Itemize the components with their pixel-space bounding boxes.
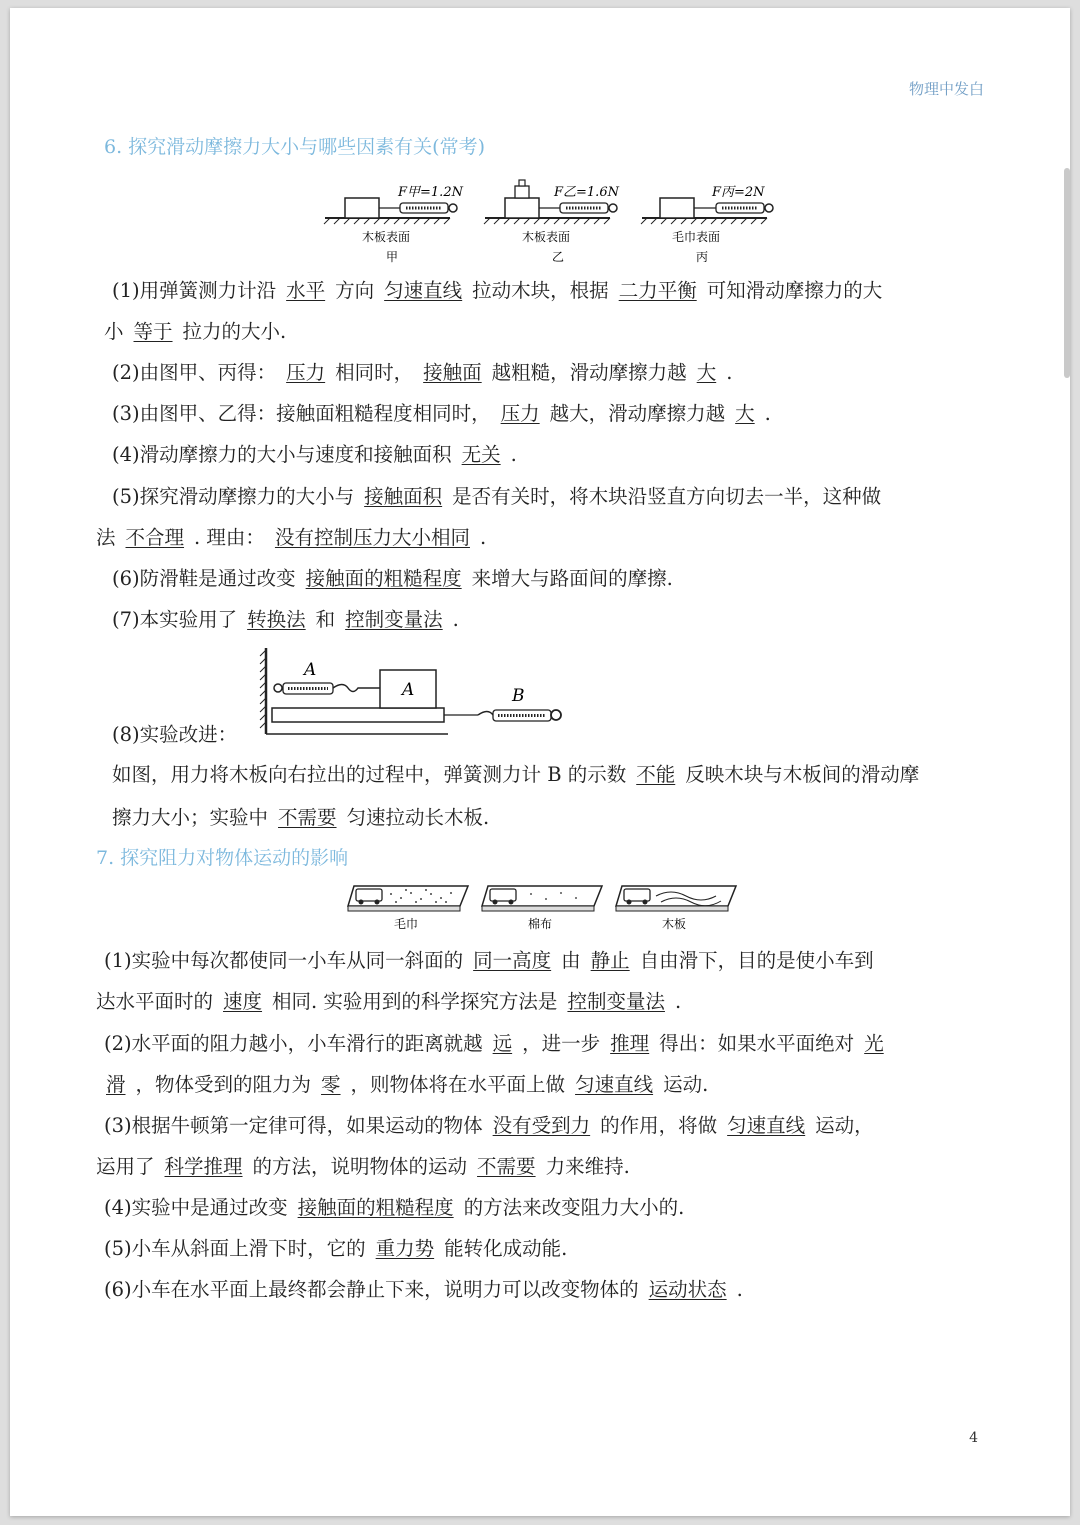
surface-label-bing: 毛巾表面 [672,230,721,244]
q6-1-line-2: 小 等于 拉力的大小. [104,320,287,343]
q6-2-line: (2)由图甲、丙得： 压力 相同时， 接触面 越粗糙，滑动摩擦力越 大 . [112,361,733,384]
label-cotton: 棉布 [528,917,553,931]
surface-cotton [482,886,602,931]
q7-2-line-2: 滑 ，物体受到的阻力为 零 ，则物体将在水平面上做 匀速直线 运动. [106,1073,709,1096]
q6-5-line-1: (5)探究滑动摩擦力的大小与 接触面积 是否有关时，将木块沿竖直方向切去一半，这种做 [112,485,882,508]
q7-3-line-2: 运用了 科学推理 的方法，说明物体的运动 不需要 力来维持. [96,1155,630,1178]
section-7-title: 7. 探究阻力对物体运动的影响 [96,847,349,869]
q6-3-line: (3)由图甲、乙得：接触面粗糙程度相同时， 压力 越大，滑动摩擦力越 大 . [112,402,771,425]
setup-bing [641,185,773,264]
fig-label-block-a: A [402,680,415,700]
page-number: 4 [969,1430,978,1446]
q7-4-line: (4)实验中是通过改变 接触面的粗糙程度 的方法来改变阻力大小的. [104,1196,685,1219]
surface-towel [348,886,468,931]
q7-1-line-1: (1)实验中每次都使同一小车从同一斜面的 同一高度 由 静止 自由滑下，目的是使小车到 [104,949,874,972]
q7-6-line: (6)小车在水平面上最终都会静止下来，说明力可以改变物体的 运动状态 . [104,1278,743,1301]
q7-1-line-2: 达水平面时的 速度 相同. 实验用到的科学探究方法是 控制变量法 . [96,990,682,1013]
caption-bing: 丙 [696,250,709,264]
page-header: 物理中发白 [908,80,984,98]
q6-1-line-1: (1)用弹簧测力计沿 水平 方向 匀速直线 拉动木块，根据 二力平衡 可知滑动摩擦力的大 [112,279,883,302]
force-label-jia: F甲=1.2N [398,185,463,200]
setup-yi [484,180,620,264]
surface-label-yi: 木板表面 [522,230,571,244]
q6-5-line-2: 法 不合理 . 理由： 没有控制压力大小相同 . [96,526,487,549]
friction-experiment-figure [320,166,780,266]
surface-label-jia: 木板表面 [362,230,411,244]
fig-label-spring-a: A [304,660,317,680]
q6-7-line: (7)本实验用了 转换法 和 控制变量法 . [112,608,459,631]
label-wood: 木板 [662,917,687,931]
section-6-title: 6. 探究滑动摩擦力大小与哪些因素有关(常考) [104,136,485,158]
caption-jia: 甲 [386,250,399,264]
q6-8-line-2: 擦力大小；实验中 不需要 匀速拉动长木板. [112,806,490,829]
setup-jia [324,185,464,264]
q7-3-line-1: (3)根据牛顿第一定律可得，如果运动的物体 没有受到力 的作用，将做 匀速直线 运动， [104,1114,874,1137]
resistance-experiment-figure [346,874,746,934]
q6-6-line: (6)防滑鞋是通过改变 接触面的粗糙程度 来增大与路面间的摩擦. [112,567,673,590]
q7-5-line: (5)小车从斜面上滑下时，它的 重力势 能转化成动能. [104,1237,568,1260]
force-label-yi: F乙=1.6N [554,185,619,200]
q7-2-line-1: (2)水平面的阻力越小，小车滑行的距离就越 远 ，进一步 推理 得出：如果水平面绝对 光 [104,1032,884,1055]
q6-4-line: (4)滑动摩擦力的大小与速度和接触面积 无关 . [112,443,517,466]
document-page [10,8,1070,1516]
caption-yi: 乙 [552,250,565,264]
fig-label-spring-b: B [512,686,525,706]
improved-experiment-figure [258,648,570,738]
q6-8-label: (8)实验改进： [112,723,238,746]
q6-8-line-1: 如图，用力将木板向右拉出的过程中，弹簧测力计 B 的示数 不能 反映木块与木板间的滑动摩 [112,763,920,786]
label-towel: 毛巾 [394,917,419,931]
scrollbar-thumb[interactable] [1064,168,1070,378]
force-label-bing: F丙=2N [712,185,765,200]
surface-wood [616,886,736,931]
